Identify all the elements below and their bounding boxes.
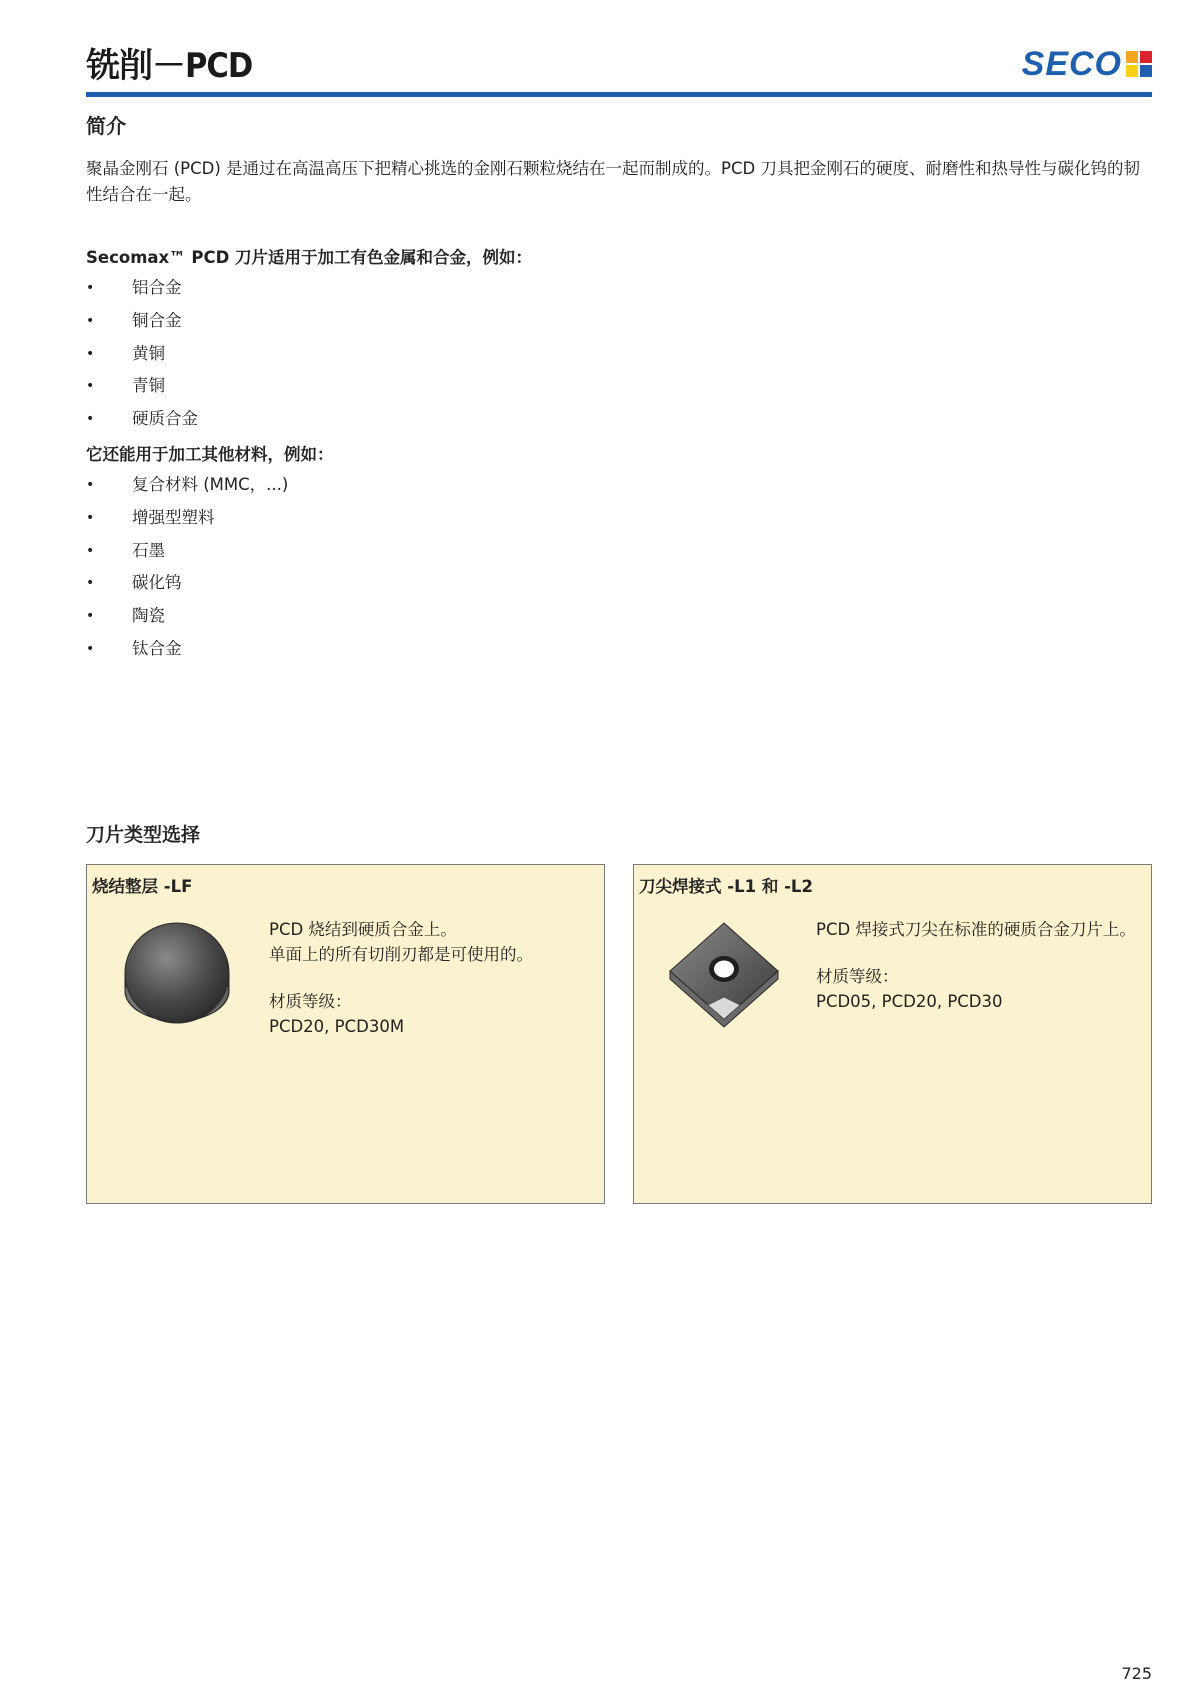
- grade-values: PCD20, PCD30M: [269, 1017, 405, 1036]
- list-item: • 增强型塑料: [86, 502, 288, 535]
- other-materials-lead: 它还能用于加工其他材料，例如：: [86, 445, 334, 464]
- card-description: PCD 烧结到硬质合金上。 单面上的所有切削刃都是可使用的。 材质等级： PCD20, PCD30M: [269, 917, 589, 1039]
- list-item: • 青铜: [86, 370, 198, 403]
- list-item: • 铜合金: [86, 305, 198, 338]
- grade-label: 材质等级：: [816, 967, 899, 986]
- tipped-square-insert-icon: [664, 915, 784, 1035]
- applications-lead: Secomax™ PCD 刀片适用于加工有色金属和合金，例如：: [86, 248, 533, 267]
- list-item: • 陶瓷: [86, 600, 288, 633]
- grade-label: 材质等级：: [269, 992, 352, 1011]
- insert-card-lf: [86, 864, 605, 1204]
- page-title: 铣削－PCD: [86, 46, 253, 86]
- header-rule: [86, 92, 1152, 97]
- list-item: • 钛合金: [86, 633, 288, 666]
- grade-values: PCD05, PCD20, PCD30: [816, 992, 1003, 1011]
- other-materials-list: [86, 469, 288, 666]
- list-item: • 石墨: [86, 535, 288, 568]
- list-item: • 黄铜: [86, 338, 198, 371]
- logo-text: SECO: [1021, 44, 1122, 83]
- intro-paragraph: 聚晶金刚石 (PCD) 是通过在高温高压下把精心挑选的金刚石颗粒烧结在一起而制成的。PCD 刀具把金刚石的硬度、耐磨性和热导性与碳化钨的韧性结合在一起。: [86, 159, 1140, 204]
- list-item: • 复合材料 (MMC，...): [86, 469, 288, 502]
- round-pcd-insert-icon: [117, 915, 237, 1035]
- insert-selection-heading: 刀片类型选择: [86, 824, 201, 846]
- list-item: • 铝合金: [86, 272, 198, 305]
- list-item: • 碳化钨: [86, 567, 288, 600]
- logo-mark-icon: [1126, 51, 1152, 77]
- list-item: • 硬质合金: [86, 403, 198, 436]
- applications-list: [86, 272, 198, 436]
- card-title: 烧结整层 -LF: [92, 877, 193, 896]
- card-description: PCD 焊接式刀尖在标准的硬质合金刀片上。 材质等级： PCD05, PCD20, PCD30: [816, 917, 1136, 1014]
- intro-heading: 简介: [86, 114, 126, 138]
- page-header: [86, 38, 1152, 98]
- page-number: 725: [1121, 1664, 1152, 1683]
- seco-logo: [1022, 44, 1152, 84]
- card-title: 刀尖焊接式 -L1 和 -L2: [639, 877, 813, 896]
- insert-card-l1-l2: [633, 864, 1152, 1204]
